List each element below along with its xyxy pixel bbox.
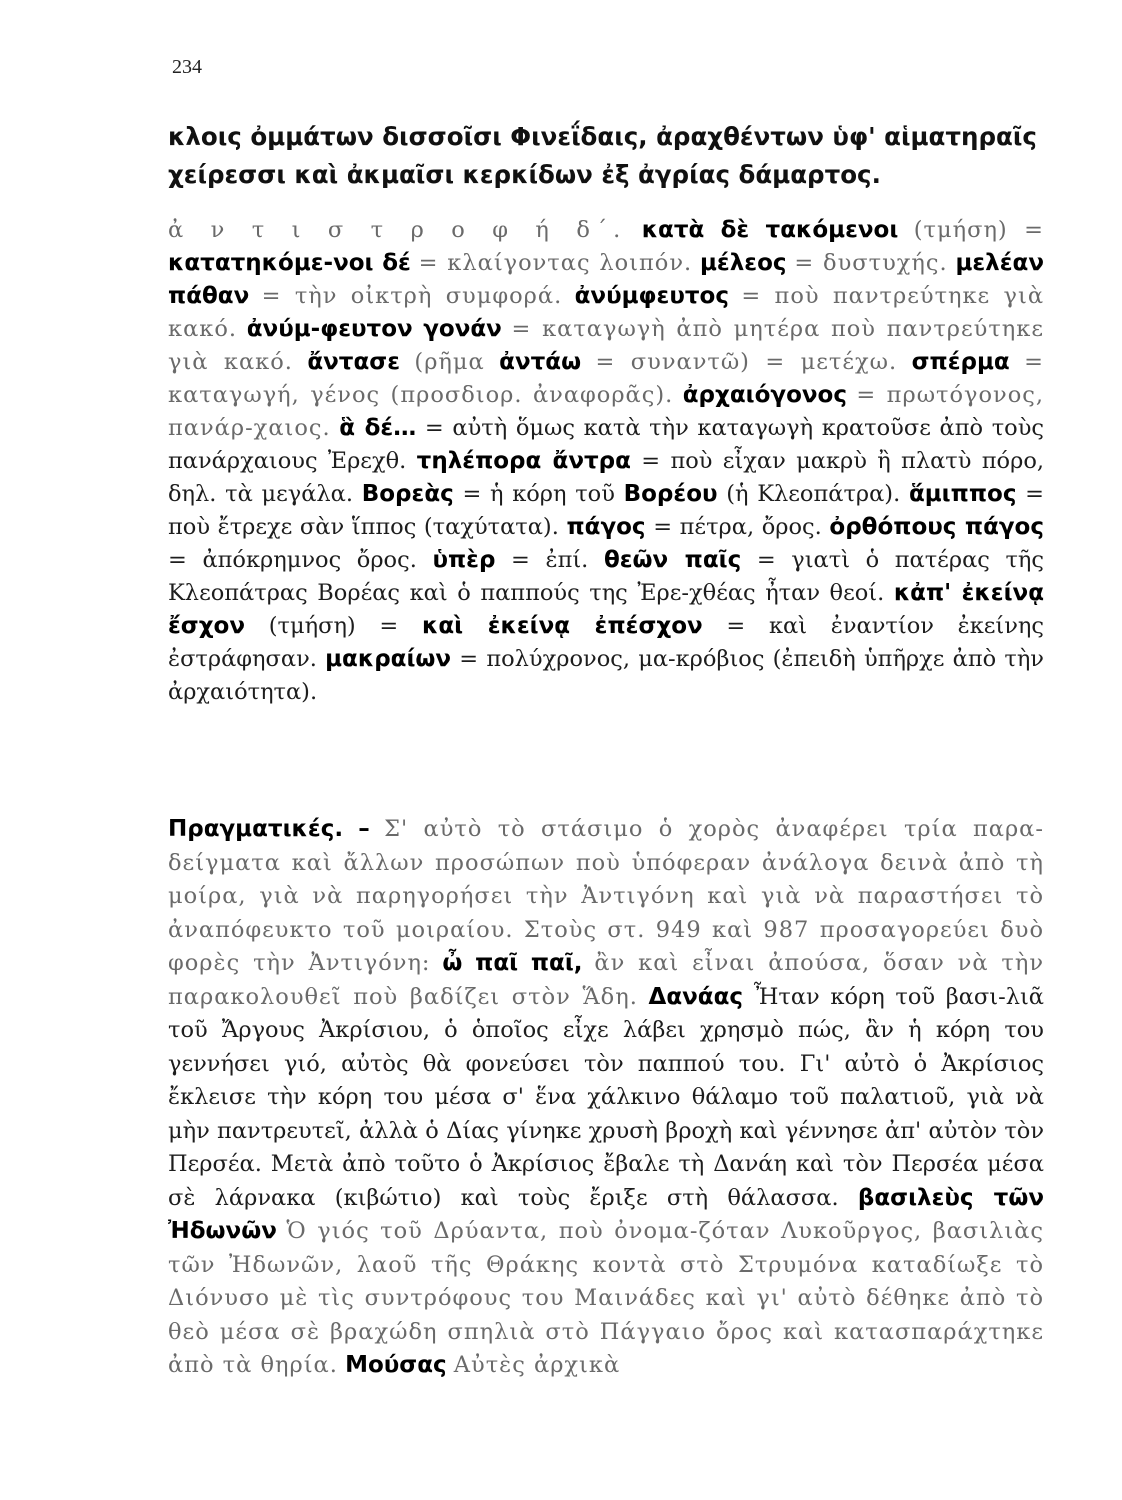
definition: = καταγωγή, γένος (προσδιορ. ἀναφορᾶς). xyxy=(168,349,1044,408)
term: ὑπὲρ xyxy=(432,547,496,573)
factual-notes-paragraph xyxy=(168,813,1044,1383)
definition: = συναντῶ) = μετέχω. xyxy=(595,349,898,375)
definition: = πέτρα, ὄρος. xyxy=(653,514,822,540)
definition: = ποὺ εἶχαν μακρὺ ἢ πλατὺ πόρο, δηλ. τὰ μεγάλα. xyxy=(168,448,1045,507)
definition: = πρωτόγονος, πανάρ-χαιος. xyxy=(168,382,1045,441)
term: ἀνύμ-φευτον γονάν xyxy=(246,316,502,342)
page-number: 234 xyxy=(172,56,202,78)
term: Μούσας xyxy=(345,1352,447,1378)
term: κατατηκόμε-νοι δέ xyxy=(168,250,411,276)
term: μελέαν πάθαν xyxy=(168,250,1044,309)
term: τηλέπορα ἄντρα xyxy=(416,448,631,474)
definition: = γιατὶ ὁ πατέρας τῆς Κλεοπάτρας Βορέας καὶ ὁ παππούς της Ἐρε-χθέας ἦταν θεοί. xyxy=(168,547,1044,606)
glossary-paragraph xyxy=(168,214,1044,709)
term: βασιλεὺς τῶν Ἠδωνῶν xyxy=(168,1184,1044,1244)
term: μέλεος xyxy=(700,250,787,276)
term: ὀρθόπους πάγος xyxy=(829,514,1044,540)
verse-line: κλοις ὀμμάτων δισσοῖσι Φινεΐδαις, ἀραχθέντων ὑφ' αἱματηραῖς xyxy=(168,122,1037,151)
term: ἄντασε xyxy=(307,349,400,375)
term: Δανάας xyxy=(648,983,744,1010)
note-text: Ἦταν κόρη τοῦ βασι-λιᾶ τοῦ Ἄργους Ἀκρίσιου, ὁ ὁποῖος εἶχε λάβει χρησμὸ πώς, ἂν ἡ κόρη του γεννήσει γιό, αὐτὸς θὰ φονεύσει τὸν παππού του. Γι' αὐτὸ ὁ Ἀκρίσιος ἔκλεισε τὴν κόρη του μέσα σ' ἕνα χάλκινο θάλαμο τοῦ παλατιοῦ, γιὰ νὰ μὴν παντρευτεῖ, ἀλλὰ ὁ Δίας γίνηκε χρυσὴ βροχὴ καὶ γέννησε ἀπ' αὐτὸν τὸν Περσέα. Μετὰ ἀπὸ τοῦτο ὁ Ἀκρίσιος ἔβαλε τὴ Δανάη καὶ τὸν Περσέα μέσα σὲ λάρνακα (κιβώτιο) καὶ τοὺς ἔριξε στὴ θάλασσα. xyxy=(168,983,1044,1211)
term: ἅμιππος xyxy=(908,481,1017,507)
definition: = ἀπόκρημνος ὄρος. xyxy=(168,547,417,573)
definition: (τμήση) = xyxy=(913,217,1044,243)
term: θεῶν παῖς xyxy=(603,547,742,573)
definition: = αὐτὴ ὅμως κατὰ τὴν καταγωγὴ κρατοῦσε ἀπὸ τοὺς πανάρχαιους Ἐρεχθ. xyxy=(168,415,1044,474)
note-text: ἂν καὶ εἶναι ἀπούσα, ὅσαν νὰ τὴν παρακολουθεῖ ποὺ βαδίζει στὸν Ἅδη. xyxy=(168,950,1045,1010)
notes-text xyxy=(168,813,1044,1383)
term: ἀρχαιόγονος xyxy=(682,382,847,408)
term: Βορέου xyxy=(623,481,718,507)
glossary-text xyxy=(168,214,1044,709)
term: ἀνύμφευτος xyxy=(574,283,729,309)
definition: (ἡ Κλεοπάτρα). xyxy=(726,481,901,507)
definition: = καὶ ἐναντίον ἐκείνης ἐστράφησαν. xyxy=(168,613,1045,672)
note-text: Αὐτὲς ἀρχικὰ xyxy=(453,1352,621,1378)
definition: = ποὺ παντρεύτηκε γιὰ κακό. xyxy=(168,283,1045,342)
definition: (τμήση) = xyxy=(268,613,399,639)
term: Βορεὰς xyxy=(361,481,454,507)
note-text: Ὁ γιός τοῦ Δρύαντα, ποὺ ὀνομα-ζόταν Λυκοῦργος, βασιλιὰς τῶν Ἠδωνῶν, λαοῦ τῆς Θράκης κοντὰ στὸ Στρυμόνα καταδίωξε τὸ Διόνυσο μὲ τὶς συντρόφους του Μαινάδες καὶ γι' αὐτὸ δέθηκε ἀπὸ τὸ θεὸ μέσα σὲ βραχώδη σπηλιὰ στὸ Πάγγαιο ὄρος καὶ κατασπαράχτηκε ἀπὸ τὰ θηρία. xyxy=(168,1218,1044,1378)
note-text: Σ' αὐτὸ τὸ στάσιμο ὁ χορὸς ἀναφέρει τρία παρα-δείγματα καὶ ἄλλων προσώπων ποὺ ὑπόφεραν ἀνάλογα δεινὰ ἀπὸ τὴ μοίρα, γιὰ νὰ παρηγορήσει τὴν Ἀντιγόνη καὶ γιὰ νὰ παραστήσει τὸ ἀναπόφευκτο τοῦ μοιραίου. Στοὺς στ. 949 καὶ 987 προσαγορεύει δυὸ φορὲς τὴν Ἀντιγόνη: xyxy=(168,816,1044,976)
verse-line: χείρεσσι καὶ ἀκμαῖσι κερκίδων ἐξ ἀγρίας δάμαρτος. xyxy=(168,160,881,189)
term: σπέρμα xyxy=(911,349,1010,375)
term: ὦ παῖ παῖ, xyxy=(442,950,583,976)
term: ἃ δέ… xyxy=(339,415,417,441)
definition: = δυστυχής. xyxy=(794,250,948,276)
definition: = ποὺ ἔτρεχε σὰν ἵππος (ταχύτατα). xyxy=(168,481,1045,540)
term: μακραίων xyxy=(325,646,452,672)
definition: = ἡ κόρη τοῦ xyxy=(462,481,615,507)
definition: = πολύχρονος, μα-κρόβιος (ἐπειδὴ ὑπῆρχε ἀπὸ τὴν ἀρχαιότητα). xyxy=(168,646,1044,705)
definition: = τὴν οἰκτρὴ συμφορά. xyxy=(261,283,563,309)
definition: (ρῆμα xyxy=(414,349,485,375)
term: κατὰ δὲ τακόμενοι xyxy=(641,217,899,243)
term: πάγος xyxy=(566,514,646,540)
verse-quote xyxy=(168,118,1044,194)
term: ἀντάω xyxy=(499,349,582,375)
definition: = κλαίγοντας λοιπόν. xyxy=(418,250,693,276)
section-heading: Πραγματικές. – xyxy=(168,816,370,842)
term: κἀπ' ἐκείνᾳ ἔσχον xyxy=(168,580,1045,639)
definition: = ἐπί. xyxy=(511,547,589,573)
definition: = καταγωγὴ ἀπὸ μητέρα ποὺ παντρεύτηκε γιὰ κακό. xyxy=(168,316,1044,375)
term: καὶ ἐκείνᾳ ἐπέσχον xyxy=(422,613,703,639)
section-label: ἀ ν τ ι σ τ ρ ο φ ή δ΄. xyxy=(168,217,627,243)
